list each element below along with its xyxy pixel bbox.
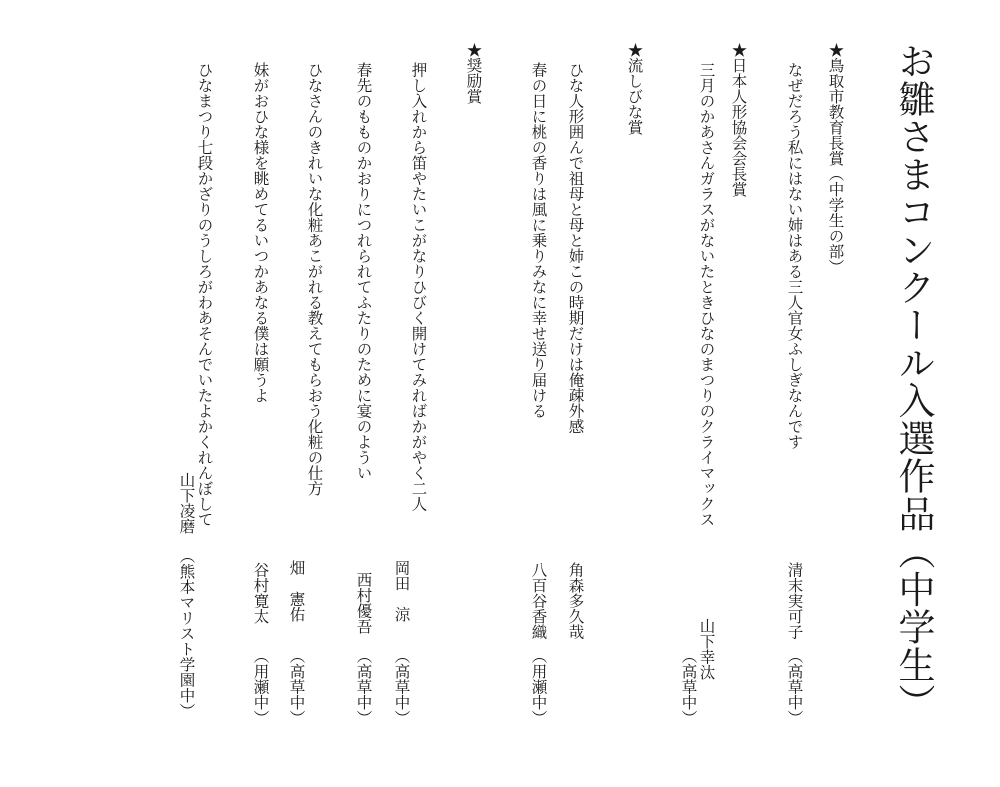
author-name: 西村優吾 — [354, 572, 373, 634]
poem: なぜだろう私にはない姉はある三人官女ふしぎなんです — [785, 62, 804, 450]
section-heading-encouragement-prize: ★奨励賞 — [464, 42, 483, 104]
author-name: 角森多久哉 — [566, 562, 585, 640]
author-name: 谷村寛太 — [251, 562, 270, 624]
author-name: 山下凌磨 — [177, 472, 196, 534]
poem: 三月のかあさんガラスがないたときひなのまつりのクライマックス — [697, 62, 716, 527]
poem: ひな人形囲んで祖母と母と姉この時期だけは俺疎外感 — [566, 62, 585, 434]
school-name: （用瀬中） — [251, 648, 270, 726]
school-name: （高草中） — [785, 648, 804, 726]
poem: 妹がおひな様を眺めてるいつかあなる僕は願うよ — [251, 62, 270, 403]
poem: ひなさんのきれいな化粧あこがれる教えてもらおう化粧の仕方 — [305, 62, 324, 496]
poem: 春先のもものかおりにつれられてふたりのために宴のようい — [354, 62, 373, 481]
school-name: （高草中） — [679, 648, 698, 726]
section-heading-nagashibina-prize: ★流しびな賞 — [625, 42, 644, 135]
author-name: 八百谷香織 — [529, 562, 548, 640]
page-title: お雛さまコンクール入選作品（中学生） — [892, 42, 935, 722]
author-name: 岡田 涼 — [392, 560, 411, 622]
author-name: 畑 憲佑 — [287, 560, 306, 622]
poem: 春の日に桃の香りは風に乗りみなに幸せ送り届ける — [529, 62, 548, 419]
school-name: （用瀬中） — [529, 648, 548, 726]
author-name: 清末実可子 — [785, 562, 804, 640]
school-name: （高草中） — [354, 648, 373, 726]
section-heading-education-prize: ★鳥取市教育長賞（中学生の部） — [826, 42, 845, 275]
author-name: 山下幸汰 — [697, 618, 716, 680]
poem: 押し入れから笛やたいこがなりひびく開けてみればかがやく二人 — [409, 62, 428, 512]
section-heading-doll-association-prize: ★日本人形協会会長賞 — [729, 42, 748, 197]
school-name: （高草中） — [392, 648, 411, 726]
school-name: （熊本マリスト学園中） — [177, 548, 196, 719]
school-name: （高草中） — [287, 648, 306, 726]
poem: ひなまつり七段かざりのうしろがわあそんでいたよかくれんぼして — [195, 62, 214, 527]
